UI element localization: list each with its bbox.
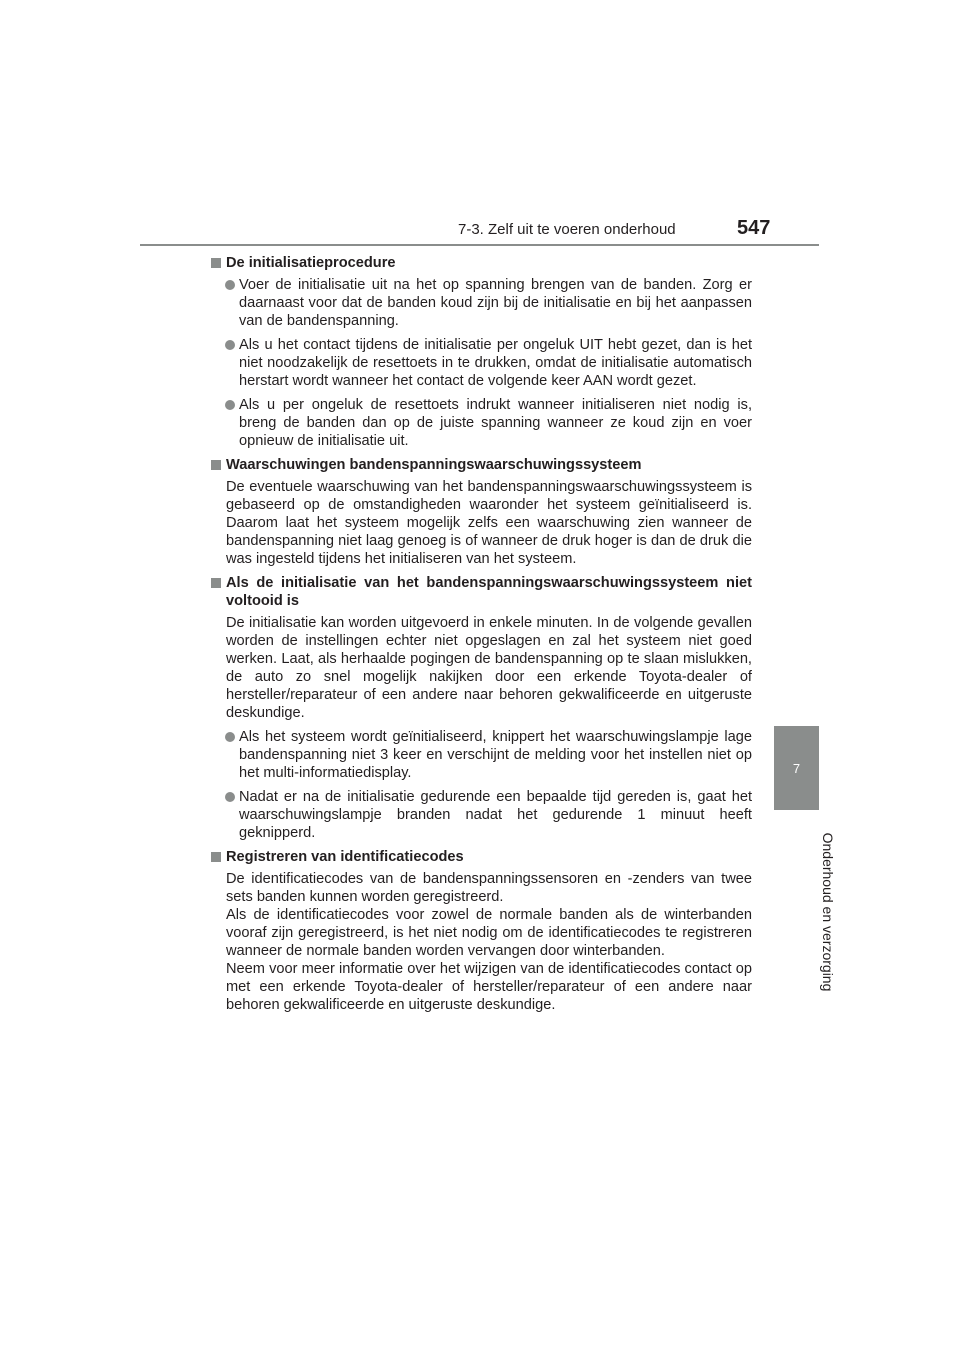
paragraph-line: Als de identificatiecodes voor zowel de normale banden als de winterbanden vooraf zijn geregistreerd, is het niet nodig om de identificatiecodes te registreren wanneer de normale banden worden vervangen door winterbanden.: [226, 907, 752, 959]
list-item: [210, 728, 752, 782]
section-title: 7-3. Zelf uit te voeren onderhoud: [458, 221, 676, 238]
page-number: 547: [737, 217, 771, 239]
list-item-text: Nadat er na de initialisatie gedurende een bepaalde tijd gereden is, gaat het waarschuwingslampje branden nadat het gedurende 1 minuut heeft geknipperd.: [239, 789, 752, 841]
list-item: [210, 336, 752, 390]
list-item-text: Als het systeem wordt geïnitialiseerd, knippert het waarschuwingslampje lage bandenspanning niet 3 keer en verschijnt de melding voor het instellen niet op het multi-informatiedisplay.: [239, 729, 752, 781]
section-heading: [210, 848, 752, 866]
list-item: [210, 396, 752, 450]
paragraph-line: Neem voor meer informatie over het wijzigen van de identificatiecodes contact op met een erkende Toyota-dealer of hersteller/reparateur of een andere naar behoren gekwalificeerde en uitgeruste deskundige.: [226, 961, 752, 1013]
paragraph-line: De identificatiecodes van de bandenspanningssensoren en -zenders van twee sets banden kunnen worden geregistreerd.: [226, 871, 752, 905]
list-item-text: Als u per ongeluk de resettoets indrukt wanneer initialiseren niet nodig is, breng de banden dan op de juiste spanning wanneer ze koud zijn en voer opnieuw de initialisatie uit.: [239, 397, 752, 449]
section-heading-text: Registreren van identificatiecodes: [226, 849, 464, 865]
square-bullet-icon: [211, 460, 221, 470]
round-bullet-icon: [225, 732, 235, 742]
chapter-number: 7: [792, 761, 801, 776]
section-paragraph: De initialisatie kan worden uitgevoerd in enkele minuten. In de volgende gevallen worden de instellingen echter niet opgeslagen en zal het systeem niet goed werken. Laat, als herhaalde pogingen de bandenspanning op te slaan mislukken, de auto zo snel mogelijk nakijken door een erkende Toyota-dealer of hersteller/reparateur of een andere naar behoren gekwalificeerde en uitgeruste deskundige.: [226, 615, 752, 721]
section-heading-text: Als de initialisatie van het bandenspanningswaarschuwingssysteem niet voltooid is: [226, 575, 752, 609]
round-bullet-icon: [225, 400, 235, 410]
square-bullet-icon: [211, 578, 221, 588]
square-bullet-icon: [211, 852, 221, 862]
list-item-text: Voer de initialisatie uit na het op spanning brengen van de banden. Zorg er daarnaast voor dat de banden koud zijn bij de initialisatie en bij het aanpassen van de bandenspanning.: [239, 277, 752, 329]
header-divider: [140, 244, 819, 246]
round-bullet-icon: [225, 792, 235, 802]
round-bullet-icon: [225, 280, 235, 290]
chapter-tab: [774, 726, 819, 810]
section-paragraph: De eventuele waarschuwing van het bandenspanningswaarschuwingssysteem is gebaseerd op de omstandigheden waaronder het systeem geïnitialiseerd is. Daarom laat het systeem mogelijk zelfs een waarschuwing zien wanneer de bandenspanning niet laag genoeg is of wanneer de druk hoger is dan de druk die was ingesteld tijdens het initialiseren van het systeem.: [226, 479, 752, 567]
square-bullet-icon: [211, 258, 221, 268]
section-paragraph: [210, 870, 752, 1014]
section-heading: [210, 456, 752, 474]
chapter-label: Onderhoud en verzorging: [820, 832, 836, 992]
section-heading: [210, 254, 752, 272]
page-content: [210, 254, 752, 1020]
section-heading-text: De initialisatieprocedure: [226, 255, 396, 271]
list-item-text: Als u het contact tijdens de initialisatie per ongeluk UIT hebt gezet, dan is het niet noodzakelijk de resettoets in te drukken, omdat de initialisatie automatisch herstart wordt wanneer het contact de volgende keer AAN wordt gezet.: [239, 337, 752, 389]
section-heading: [210, 574, 752, 610]
list-item: [210, 788, 752, 842]
section-heading-text: Waarschuwingen bandenspanningswaarschuwingssysteem: [226, 457, 642, 473]
round-bullet-icon: [225, 340, 235, 350]
list-item: [210, 276, 752, 330]
